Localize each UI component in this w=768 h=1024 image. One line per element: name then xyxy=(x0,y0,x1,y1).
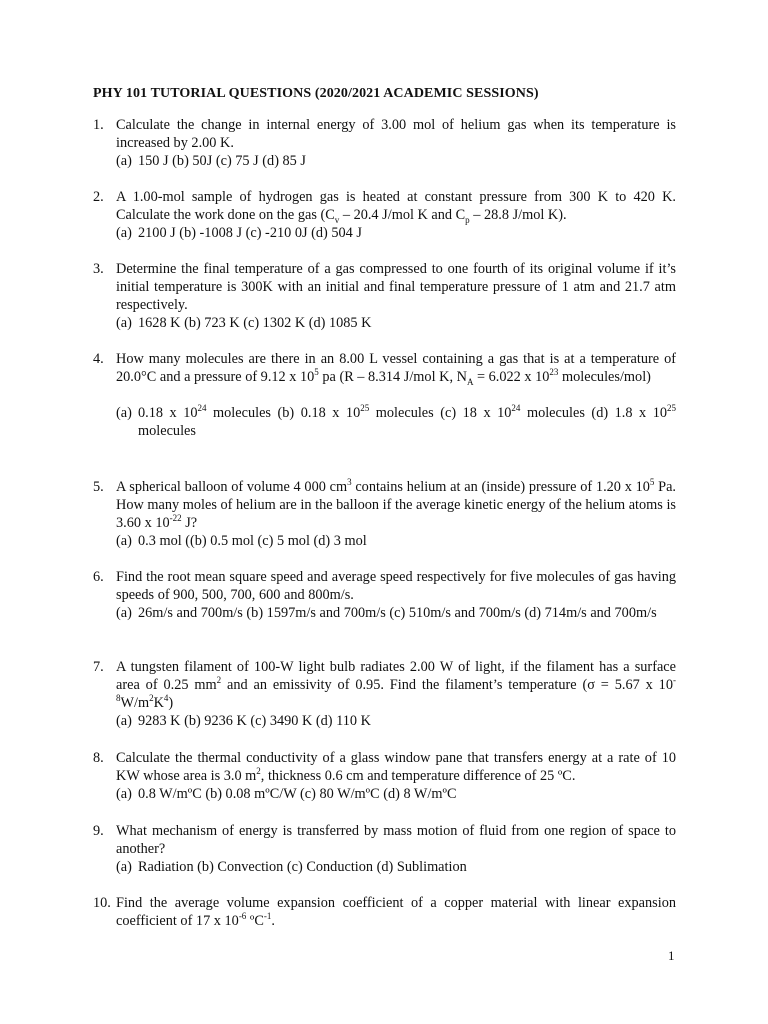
answer-options xyxy=(116,224,676,242)
question-number: 1. xyxy=(93,117,104,133)
options-text: 2100 J (b) -1008 J (c) -210 0J (d) 504 J xyxy=(138,225,362,241)
text-segment: Calculate the thermal conductivity of a glass window pane that transfers energy at a rate of 10 KW whose area is 3.0 m xyxy=(116,750,676,784)
question-1 xyxy=(93,116,676,170)
question-text: Find the root mean square speed and average speed respectively for five molecules of gas having speeds of 900, 500, 700, 600 and 800m/s. xyxy=(116,569,676,603)
answer-options xyxy=(116,152,676,170)
option-label: (a) xyxy=(116,153,132,169)
option-label: (a) xyxy=(116,405,132,421)
text-segment: , thickness 0.6 cm and temperature difference of 25 ºC. xyxy=(260,768,576,784)
text-segment: Find the average volume expansion coefficient of a copper material with linear expansion coefficient of 17 x 10 xyxy=(116,895,676,929)
text-segment: ºC xyxy=(246,913,264,929)
question-text xyxy=(116,894,676,930)
question-5 xyxy=(93,478,676,550)
subscript: A xyxy=(466,376,474,387)
superscript: 2 xyxy=(149,693,154,704)
question-text xyxy=(116,658,676,712)
text-segment: and an emissivity of 0.95. Find the filament’s temperature (σ = 5.67 x 10 xyxy=(221,677,673,693)
superscript: 4 xyxy=(163,693,169,704)
text-segment: molecules (b) 0.18 x 10 xyxy=(206,405,361,421)
option-label: (a) xyxy=(116,713,132,729)
superscript: -8 xyxy=(116,675,676,704)
superscript: 25 xyxy=(667,403,676,414)
text-segment: molecules (c) 18 x 10 xyxy=(369,405,512,421)
text-segment: ) xyxy=(168,695,174,711)
page-title: PHY 101 TUTORIAL QUESTIONS (2020/2021 ACADEMIC SESSIONS) xyxy=(93,86,539,101)
answer-options xyxy=(116,314,676,332)
text-segment: How many molecules are there in an 8.00 L vessel containing a gas that is at a temperature of 20.0°C and a pressure of 9.12 x 10 xyxy=(116,351,676,385)
question-number: 5. xyxy=(93,479,104,495)
superscript: -6 xyxy=(238,911,247,922)
text-segment: K xyxy=(153,695,164,711)
question-text: What mechanism of energy is transferred by mass motion of fluid from one region of space to another? xyxy=(116,823,676,857)
question-number: 3. xyxy=(93,261,104,277)
question-text xyxy=(116,478,676,532)
options-text: 0.8 W/mºC (b) 0.08 mºC/W (c) 80 W/mºC (d) 8 W/mºC xyxy=(138,786,457,802)
superscript: 2 xyxy=(216,675,222,686)
text-segment: = 6.022 x 10 xyxy=(473,369,550,385)
subscript: p xyxy=(465,214,470,225)
text-segment: A tungsten filament of 100-W light bulb radiates 2.00 W of light, if the filament has a surface area of 0.25 mm xyxy=(116,659,676,693)
question-number: 2. xyxy=(93,189,104,205)
question-number: 10. xyxy=(93,895,111,911)
question-4 xyxy=(93,350,676,440)
question-number: 8. xyxy=(93,750,104,766)
question-number: 6. xyxy=(93,569,104,585)
options-text: 0.3 mol ((b) 0.5 mol (c) 5 mol (d) 3 mol xyxy=(138,533,367,549)
text-segment: W/m xyxy=(120,695,150,711)
question-7 xyxy=(93,658,676,730)
text-segment: J? xyxy=(181,515,198,531)
question-text: Calculate the change in internal energy of 3.00 mol of helium gas when its temperature is increased by 2.00 K. xyxy=(116,117,676,151)
superscript: 24 xyxy=(197,403,207,414)
question-9 xyxy=(93,822,676,876)
superscript: 25 xyxy=(360,403,370,414)
subscript: v xyxy=(334,214,340,225)
question-10 xyxy=(93,894,676,930)
options-text: 26m/s and 700m/s (b) 1597m/s and 700m/s (c) 510m/s and 700m/s (d) 714m/s and 700m/s xyxy=(138,605,657,621)
option-label: (a) xyxy=(116,786,132,802)
options-text: 1628 K (b) 723 K (c) 1302 K (d) 1085 K xyxy=(138,315,372,331)
text-segment: 0.18 x 10 xyxy=(138,405,198,421)
text-segment: . xyxy=(271,913,275,929)
superscript: 2 xyxy=(256,766,261,777)
answer-options xyxy=(116,604,676,622)
question-3 xyxy=(93,260,676,332)
options-text: 9283 K (b) 9236 K (c) 3490 K (d) 110 K xyxy=(138,713,371,729)
text-segment: molecules (d) 1.8 x 10 xyxy=(520,405,667,421)
option-label: (a) xyxy=(116,533,132,549)
options-text xyxy=(138,404,676,440)
page-number: 1 xyxy=(668,948,675,963)
question-8 xyxy=(93,749,676,803)
text-segment: – 20.4 J/mol K and C xyxy=(339,207,466,223)
question-text xyxy=(116,350,676,386)
answer-options xyxy=(116,858,676,876)
text-segment: A 1.00-mol sample of hydrogen gas is heated at constant pressure from 300 K to 420 K. Calculate the work done on the gas (C xyxy=(116,189,676,223)
text-segment: – 28.8 J/mol K). xyxy=(469,207,567,223)
option-label: (a) xyxy=(116,605,132,621)
question-text xyxy=(116,749,676,785)
text-segment: contains helium at an (inside) pressure of 1.20 x 10 xyxy=(351,479,650,495)
answer-options xyxy=(116,404,676,440)
text-segment: Pa. How many moles of helium are in the balloon if the average kinetic energy of the helium atoms is 3.60 x 10 xyxy=(116,479,677,531)
answer-options xyxy=(116,712,676,730)
superscript: 3 xyxy=(347,477,352,488)
superscript: -1 xyxy=(263,911,272,922)
text-segment: pa (R – 8.314 J/mol K, N xyxy=(318,369,467,385)
superscript: 5 xyxy=(649,477,655,488)
superscript: 23 xyxy=(549,367,559,378)
options-text: 150 J (b) 50J (c) 75 J (d) 85 J xyxy=(138,153,306,169)
question-text xyxy=(116,188,676,224)
text-segment: molecules/mol) xyxy=(558,369,651,385)
question-number: 9. xyxy=(93,823,104,839)
question-text: Determine the final temperature of a gas compressed to one fourth of its original volume if it’s initial temperature is 300K with an initial and final temperature pressure of 1 atm and 21.7 atm respectively. xyxy=(116,261,676,313)
option-label: (a) xyxy=(116,859,132,875)
option-label: (a) xyxy=(116,225,132,241)
answer-options xyxy=(116,785,676,803)
question-2 xyxy=(93,188,676,242)
text-segment: A spherical balloon of volume 4 000 cm xyxy=(116,479,348,495)
answer-options xyxy=(116,532,676,550)
superscript: -22 xyxy=(169,513,182,524)
superscript: 5 xyxy=(314,367,319,378)
question-number: 7. xyxy=(93,659,104,675)
superscript: 24 xyxy=(511,403,521,414)
question-6 xyxy=(93,568,676,622)
options-text: Radiation (b) Convection (c) Conduction (d) Sublimation xyxy=(138,859,467,875)
text-segment: molecules xyxy=(138,423,196,439)
option-label: (a) xyxy=(116,315,132,331)
question-number: 4. xyxy=(93,351,104,367)
